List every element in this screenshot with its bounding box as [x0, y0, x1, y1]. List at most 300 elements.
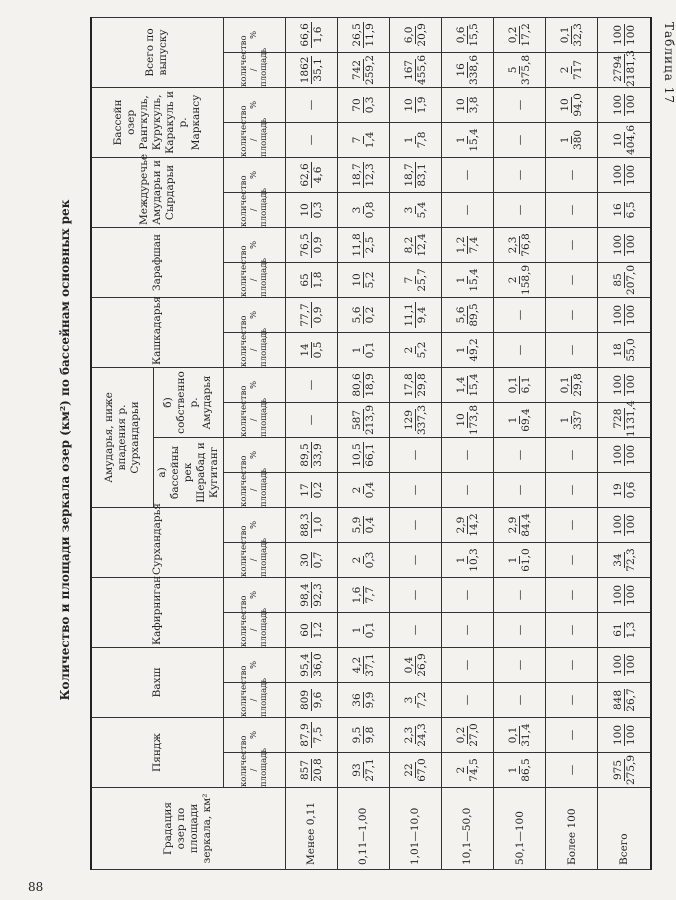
- fraction: [455, 55, 480, 85]
- percent-cell: [598, 367, 651, 402]
- bottom-value: 1,6: [311, 26, 324, 44]
- table-number: Таблица 17: [662, 22, 676, 104]
- count-area-cell: —: [494, 122, 546, 157]
- count-area-cell: —: [494, 683, 546, 718]
- group-header: Кашкадарья: [91, 297, 223, 367]
- count-area-subheader: количество / площадь: [223, 192, 285, 227]
- bottom-value: 0,2: [363, 306, 376, 324]
- percent-cell: —: [494, 647, 546, 682]
- count-area-cell: [389, 683, 441, 718]
- fraction: [507, 23, 532, 46]
- percent-cell: —: [389, 577, 441, 612]
- bottom-value: 5,4: [415, 201, 428, 219]
- percent-cell: [441, 507, 493, 542]
- top-value: 85: [611, 273, 624, 287]
- bottom-value: 31,4: [520, 723, 533, 747]
- count-area-cell: [598, 332, 651, 367]
- bottom-value: 1,9: [415, 96, 428, 114]
- bottom-value: 100: [624, 164, 637, 185]
- bottom-value: 61,0: [520, 548, 533, 572]
- count-area-cell: [494, 753, 546, 788]
- top-value: 2,9: [454, 516, 467, 534]
- percent-cell: —: [494, 577, 546, 612]
- bottom-value: 275,9: [624, 754, 637, 786]
- bottom-value: 15,4: [467, 373, 480, 397]
- top-value: 100: [611, 514, 624, 536]
- bottom-value: 173,8: [467, 404, 480, 436]
- top-value: 62,6: [298, 163, 311, 187]
- top-value: 848: [611, 689, 624, 711]
- top-value: 26,5: [350, 23, 363, 47]
- count-area-cell: [337, 402, 389, 437]
- bottom-value: 0,4: [363, 481, 376, 499]
- top-value: 2794: [611, 55, 624, 82]
- count-area-cell: —: [389, 472, 441, 507]
- fraction: [351, 442, 376, 467]
- bottom-value: 15,5: [467, 23, 480, 47]
- top-value: 1: [454, 276, 467, 284]
- top-value: 18: [611, 343, 624, 357]
- count-area-subheader: количество / площадь: [223, 683, 285, 718]
- fraction: [507, 408, 532, 431]
- percent-cell: [546, 17, 598, 52]
- fraction: [299, 512, 324, 537]
- percent-cell: [337, 227, 389, 262]
- top-value: 742: [350, 59, 363, 80]
- fraction: [612, 584, 637, 606]
- percent-cell: —: [389, 437, 441, 472]
- fraction: [507, 233, 532, 256]
- top-value: 2: [507, 276, 520, 284]
- fraction: [299, 162, 324, 187]
- bottom-value: 100: [624, 654, 637, 676]
- count-area-subheader: количество / площадь: [223, 542, 285, 577]
- percent-cell: [494, 718, 546, 753]
- row-label: Всего: [598, 788, 651, 870]
- group-header: Кафирниган: [91, 577, 223, 647]
- fraction: [455, 723, 480, 746]
- top-value: 22: [402, 763, 415, 777]
- count-area-cell: [389, 192, 441, 227]
- count-area-subheader: количество / площадь: [223, 402, 285, 437]
- top-value: 1: [507, 766, 520, 774]
- fraction: [351, 342, 376, 359]
- percent-cell: [598, 718, 651, 753]
- count-area-cell: —: [546, 612, 598, 647]
- percent-cell: [389, 367, 441, 402]
- bottom-value: 259,2: [363, 54, 376, 85]
- count-area-cell: [546, 402, 598, 437]
- fraction: [403, 132, 428, 149]
- bottom-value: 92,3: [311, 583, 324, 607]
- fraction: [612, 234, 637, 256]
- bottom-value: 25,7: [415, 268, 428, 292]
- fraction: [403, 202, 428, 219]
- bottom-value: 26,7: [624, 688, 637, 712]
- top-value: 1,6: [350, 586, 363, 604]
- count-area-subheader: количество / площадь: [223, 262, 285, 297]
- percent-cell: [598, 577, 651, 612]
- fraction: [351, 162, 376, 187]
- top-value: 728: [611, 408, 624, 429]
- percent-cell: [389, 718, 441, 753]
- count-area-cell: [598, 192, 651, 227]
- fraction: [612, 514, 637, 536]
- bottom-value: 0,8: [363, 201, 376, 219]
- bottom-value: 207,0: [624, 264, 637, 295]
- fraction: [612, 654, 637, 676]
- top-value: 100: [611, 724, 624, 746]
- count-area-cell: —: [389, 542, 441, 577]
- bottom-value: 0,9: [311, 306, 324, 324]
- count-area-cell: —: [494, 332, 546, 367]
- fraction: [403, 97, 428, 114]
- top-value: 1: [350, 626, 363, 634]
- top-value: 1: [402, 136, 415, 144]
- fraction: [351, 97, 376, 114]
- percent-subheader: %: [223, 507, 285, 542]
- percent-cell: [337, 157, 389, 192]
- fraction: [455, 303, 480, 326]
- bottom-value: 10,3: [467, 548, 480, 572]
- fraction: [299, 342, 324, 359]
- table-row: [441, 17, 493, 869]
- percent-subheader: %: [223, 718, 285, 753]
- fraction: [299, 689, 324, 711]
- percent-cell: —: [441, 157, 493, 192]
- count-area-cell: —: [546, 683, 598, 718]
- percent-cell: [598, 647, 651, 682]
- percent-cell: [337, 437, 389, 472]
- bottom-value: 33,9: [311, 443, 324, 467]
- bottom-value: 7,5: [311, 726, 324, 744]
- bottom-value: 12,3: [363, 163, 376, 187]
- top-value: 0,2: [507, 26, 520, 44]
- bottom-value: 1,0: [311, 516, 324, 534]
- fraction: [559, 130, 584, 150]
- top-value: 10: [350, 273, 363, 287]
- top-value: 1: [350, 346, 363, 354]
- fraction: [299, 442, 324, 467]
- count-area-cell: [441, 402, 493, 437]
- top-value: 100: [611, 654, 624, 676]
- fraction: [612, 724, 637, 746]
- percent-cell: —: [389, 507, 441, 542]
- count-area-cell: [285, 753, 337, 788]
- top-value: 80,6: [350, 373, 363, 397]
- bottom-value: 100: [624, 514, 637, 536]
- fraction: [455, 97, 480, 114]
- fraction: [612, 400, 637, 437]
- fraction: [403, 405, 428, 435]
- fraction: [507, 55, 532, 85]
- top-value: 89,5: [298, 443, 311, 467]
- bottom-value: 89,5: [467, 303, 480, 327]
- fraction: [612, 202, 637, 219]
- fraction: [507, 548, 532, 571]
- bottom-value: 404,6: [624, 124, 637, 155]
- top-value: 10,5: [350, 443, 363, 467]
- percent-cell: —: [546, 718, 598, 753]
- count-area-cell: [494, 402, 546, 437]
- bottom-value: 4,6: [311, 166, 324, 184]
- bottom-value: 2,5: [363, 236, 376, 254]
- count-area-cell: [598, 683, 651, 718]
- bottom-value: 3,8: [467, 96, 480, 114]
- fraction: [351, 482, 376, 499]
- top-value: 1: [454, 556, 467, 564]
- bottom-value: 20,9: [415, 23, 428, 47]
- count-area-cell: —: [389, 612, 441, 647]
- percent-cell: —: [546, 437, 598, 472]
- bottom-value: 5,2: [415, 341, 428, 359]
- top-value: 19: [611, 483, 624, 497]
- fraction: [612, 24, 637, 46]
- count-area-cell: [598, 52, 651, 87]
- bottom-value: 1,8: [311, 271, 324, 289]
- top-value: 18,7: [350, 163, 363, 187]
- top-value: 100: [611, 444, 624, 466]
- fraction: [612, 374, 637, 396]
- table-row: [494, 17, 546, 869]
- fraction: [455, 236, 480, 255]
- percent-cell: [285, 297, 337, 332]
- top-value: 809: [298, 689, 311, 711]
- percent-cell: [389, 647, 441, 682]
- count-area-cell: [389, 262, 441, 297]
- bottom-value: 0,3: [363, 96, 376, 114]
- fraction: [612, 265, 637, 295]
- bottom-value: 18,9: [363, 373, 376, 397]
- bottom-value: 27,1: [363, 758, 376, 782]
- top-value: 10: [402, 98, 415, 112]
- percent-cell: [598, 87, 651, 122]
- count-area-cell: [389, 122, 441, 157]
- count-area-subheader: количество / площадь: [223, 332, 285, 367]
- bottom-value: 0,2: [311, 481, 324, 499]
- fraction: [351, 55, 376, 85]
- bottom-value: 83,1: [415, 163, 428, 187]
- bottom-value: 26,9: [415, 653, 428, 677]
- fraction: [351, 272, 376, 289]
- percent-cell: [598, 437, 651, 472]
- top-value: 77,7: [298, 303, 311, 327]
- count-area-cell: [441, 52, 493, 87]
- fraction: [612, 755, 637, 785]
- top-value: 17,8: [402, 373, 415, 397]
- bottom-value: 74,5: [467, 758, 480, 782]
- top-value: 1,4: [454, 376, 467, 394]
- bottom-value: 15,4: [467, 268, 480, 292]
- top-value: 95,4: [298, 653, 311, 677]
- count-area-cell: [389, 332, 441, 367]
- table-row: [546, 17, 598, 869]
- count-area-cell: [494, 262, 546, 297]
- top-value: 0,2: [454, 726, 467, 744]
- percent-cell: —: [546, 297, 598, 332]
- fraction: [455, 268, 480, 291]
- group-header: Зарафшан: [91, 227, 223, 297]
- top-value: 36: [350, 693, 363, 707]
- fraction: [403, 302, 428, 327]
- fraction: [403, 758, 428, 781]
- top-value: 76,5: [298, 233, 311, 257]
- fraction: [299, 722, 324, 747]
- bottom-value: 375,8: [520, 54, 533, 85]
- fraction: [403, 55, 428, 85]
- count-area-cell: [441, 542, 493, 577]
- bottom-value: 29,8: [415, 373, 428, 397]
- count-area-cell: —: [546, 332, 598, 367]
- top-value: 1862: [298, 56, 311, 84]
- count-area-cell: [337, 122, 389, 157]
- fraction: [403, 233, 428, 256]
- count-area-cell: [389, 753, 441, 788]
- count-area-cell: —: [494, 612, 546, 647]
- count-area-cell: [389, 52, 441, 87]
- top-value: 6,0: [402, 26, 415, 44]
- row-label: 0,11—1,00: [337, 788, 389, 870]
- bottom-value: 35,1: [311, 58, 324, 82]
- fraction: [612, 548, 637, 571]
- bottom-value: 100: [624, 724, 637, 746]
- fraction: [403, 723, 428, 746]
- percent-cell: [389, 87, 441, 122]
- count-area-cell: —: [494, 472, 546, 507]
- count-area-cell: [285, 612, 337, 647]
- bottom-value: 0,3: [311, 201, 324, 219]
- count-area-cell: —: [441, 472, 493, 507]
- group-header: Междуречье Амударьи и Сырдарьи: [91, 157, 223, 227]
- bottom-value: 717: [572, 59, 585, 80]
- group-header: Вахш: [91, 647, 223, 717]
- top-value: 30: [298, 553, 311, 567]
- fraction: [455, 513, 480, 536]
- bottom-value: 0,4: [363, 516, 376, 534]
- count-area-cell: —: [546, 192, 598, 227]
- percent-cell: [337, 367, 389, 402]
- bottom-value: 338,6: [467, 54, 480, 85]
- count-area-cell: [494, 52, 546, 87]
- fraction: [612, 444, 637, 466]
- top-value: 4,2: [350, 656, 363, 674]
- top-value: 167: [402, 59, 415, 80]
- top-value: 100: [611, 584, 624, 606]
- top-value: 3: [350, 206, 363, 214]
- percent-cell: —: [546, 647, 598, 682]
- percent-cell: [285, 647, 337, 682]
- percent-cell: —: [285, 367, 337, 402]
- top-value: 14: [298, 343, 311, 357]
- top-value: 129: [402, 409, 415, 431]
- fraction: [507, 265, 532, 295]
- fraction: [612, 688, 637, 711]
- bottom-value: 337,3: [415, 404, 428, 436]
- percent-cell: —: [441, 577, 493, 612]
- top-value: 5,6: [454, 306, 467, 324]
- fraction: [559, 60, 584, 80]
- top-value: 34: [611, 553, 624, 567]
- count-area-cell: [285, 192, 337, 227]
- bottom-value: 72,3: [624, 548, 637, 572]
- fraction: [455, 373, 480, 396]
- fraction: [612, 164, 637, 186]
- fraction: [612, 622, 637, 639]
- fraction: [299, 232, 324, 257]
- count-area-cell: [285, 542, 337, 577]
- fraction: [351, 622, 376, 639]
- percent-subheader: %: [223, 577, 285, 612]
- percent-cell: [389, 297, 441, 332]
- top-value: 11,8: [350, 233, 363, 257]
- bottom-value: 0,3: [363, 551, 376, 569]
- fraction: [455, 758, 480, 781]
- row-label: 1,01—10,0: [389, 788, 441, 870]
- percent-cell: [389, 17, 441, 52]
- fraction: [299, 22, 324, 47]
- top-value: 100: [611, 24, 624, 45]
- bottom-value: 0,7: [311, 551, 324, 569]
- percent-cell: [285, 17, 337, 52]
- fraction: [612, 125, 637, 155]
- percent-cell: [598, 227, 651, 262]
- percent-cell: [389, 157, 441, 192]
- bottom-value: 9,8: [363, 726, 376, 744]
- top-value: 1: [507, 556, 520, 564]
- count-area-cell: [337, 262, 389, 297]
- count-area-cell: —: [441, 612, 493, 647]
- bottom-value: 11,9: [363, 23, 376, 47]
- top-value: 2: [350, 556, 363, 564]
- top-value: 17: [298, 483, 311, 497]
- bottom-value: 100: [624, 444, 637, 466]
- bottom-value: 66,1: [363, 443, 376, 467]
- group-header: Бассейн озер Рангкуль, Курукуль, Каракуль и р. Маркансу: [91, 87, 223, 157]
- bottom-value: 76,8: [520, 233, 533, 257]
- fraction: [403, 692, 428, 709]
- fraction: [559, 93, 584, 116]
- fraction: [403, 268, 428, 291]
- count-area-subheader: количество / площадь: [223, 52, 285, 87]
- bottom-value: 37,1: [363, 653, 376, 677]
- top-value: 2,3: [402, 726, 415, 744]
- fraction: [351, 22, 376, 47]
- count-area-cell: [598, 402, 651, 437]
- bottom-value: 7,4: [467, 236, 480, 254]
- percent-subheader: %: [223, 87, 285, 122]
- top-value: 2: [454, 766, 467, 774]
- percent-cell: [337, 87, 389, 122]
- fraction: [299, 202, 324, 219]
- bottom-value: 0,1: [363, 621, 376, 639]
- top-value: 100: [611, 304, 624, 325]
- top-value: 10: [298, 203, 311, 217]
- percent-cell: —: [285, 87, 337, 122]
- bottom-value: 100: [624, 234, 637, 255]
- fraction: [351, 132, 376, 149]
- count-area-subheader: количество / площадь: [223, 472, 285, 507]
- percent-cell: [598, 297, 651, 332]
- percent-cell: [441, 718, 493, 753]
- top-value: 60: [298, 623, 311, 637]
- bottom-value: 14,2: [467, 513, 480, 537]
- bottom-value: 7,2: [415, 691, 428, 709]
- top-value: 16: [454, 63, 467, 77]
- top-value: 2: [402, 346, 415, 354]
- count-area-subheader: количество / площадь: [223, 612, 285, 647]
- bottom-value: 9,9: [363, 691, 376, 709]
- fraction: [299, 622, 324, 639]
